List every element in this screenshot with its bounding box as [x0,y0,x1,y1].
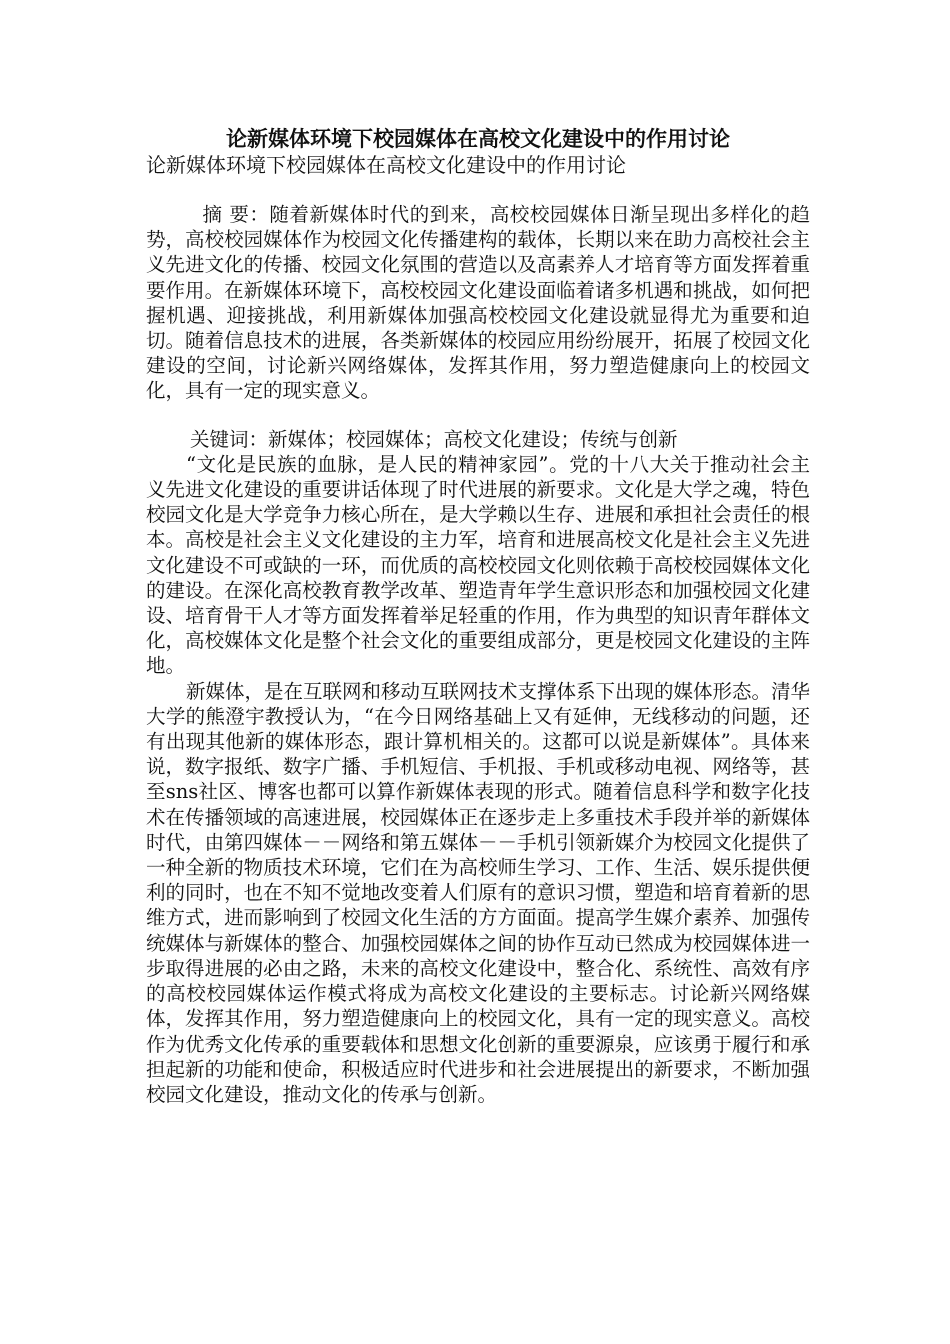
body-paragraph-2 [146,679,810,1107]
document-content [146,126,810,1107]
document-title: 论新媒体环境下校园媒体在高校文化建设中的作用讨论 [226,127,730,151]
paragraph-1-text: “文化是民族的血脉，是人民的精神家园”。党的十八大关于推动社会主义先进文化建设的重要讲话体现了时代进展的新要求。文化是大学之魂，特色校园文化是大学竞争力核心所在，是大学赖以生存、进展和承担社会责任的根本。高校是社会主义文化建设的主力军，培育和进展高校文化是社会主义先进文化建设不可或缺的一环，而优质的高校校园文化则依赖于高校校园媒体文化的建设。在深化高校教育教学改革、塑造青年学生意识形态和加强校园文化建设、培育骨干人才等方面发挥着举足轻重的作用，作为典型的知识青年群体文化，高校媒体文化是整个社会文化的重要组成部分，更是校园文化建设的主阵地。 [146,452,810,678]
document-subtitle: 论新媒体环境下校园媒体在高校文化建设中的作用讨论 [146,153,626,177]
paragraph-2-text: 新媒体，是在互联网和移动互联网技术支撑体系下出现的媒体形态。清华大学的熊澄宇教授认为，“在今日网络基础上又有延伸，无线移动的问题，还有出现其他新的媒体形态，跟计算机相关的。这都可以说是新媒体”。具体来说，数字报纸、数字广播、手机短信、手机报、手机或移动电视、网络等，甚至sns社区、博客也都可以算作新媒体表现的形式。随着信息科学和数字化技术在传播领域的高速进展，校园媒体正在逐步走上多重技术手段并举的新媒体时代，由第四媒体－－网络和第五媒体－－手机引领新媒介为校园文化提供了一种全新的物质技术环境，它们在为高校师生学习、工作、生活、娱乐提供便利的同时，也在不知不觉地改变着人们原有的意识习惯，塑造和培育着新的思维方式，进而影响到了校园文化生活的方方面面。提高学生媒介素养、加强传统媒体与新媒体的整合、加强校园媒体之间的协作互动已然成为校园媒体进一步取得进展的必由之路，未来的高校文化建设中，整合化、系统性、高效有序的高校校园媒体运作模式将成为高校文化建设的主要标志。讨论新兴网络媒体，发挥其作用，努力塑造健康向上的校园文化，具有一定的现实意义。高校作为优秀文化传承的重要载体和思想文化创新的重要源泉，应该勇于履行和承担起新的功能和使命，积极适应时代进步和社会进展提出的新要求，不断加强校园文化建设，推动文化的传承与创新。 [146,679,811,1106]
abstract-paragraph [146,202,810,404]
keywords-text: 关键词：新媒体；校园媒体；高校文化建设；传统与创新 [190,427,678,451]
keywords-paragraph [146,427,810,452]
abstract-text: 摘 要：随着新媒体时代的到来，高校校园媒体日渐呈现出多样化的趋势，高校校园媒体作为校园文化传播建构的载体，长期以来在助力高校社会主义先进文化的传播、校园文化氛围的营造以及高素养人才培育等方面发挥着重要作用。在新媒体环境下，高校校园文化建设面临着诸多机遇和挑战，如何把握机遇、迎接挑战，利用新媒体加强高校校园文化建设就显得尤为重要和迫切。随着信息技术的进展，各类新媒体的校园应用纷纷展开，拓展了校园文化建设的空间，讨论新兴网络媒体，发挥其作用，努力塑造健康向上的校园文化，具有一定的现实意义。 [146,203,810,403]
body-paragraph-1 [146,452,810,679]
